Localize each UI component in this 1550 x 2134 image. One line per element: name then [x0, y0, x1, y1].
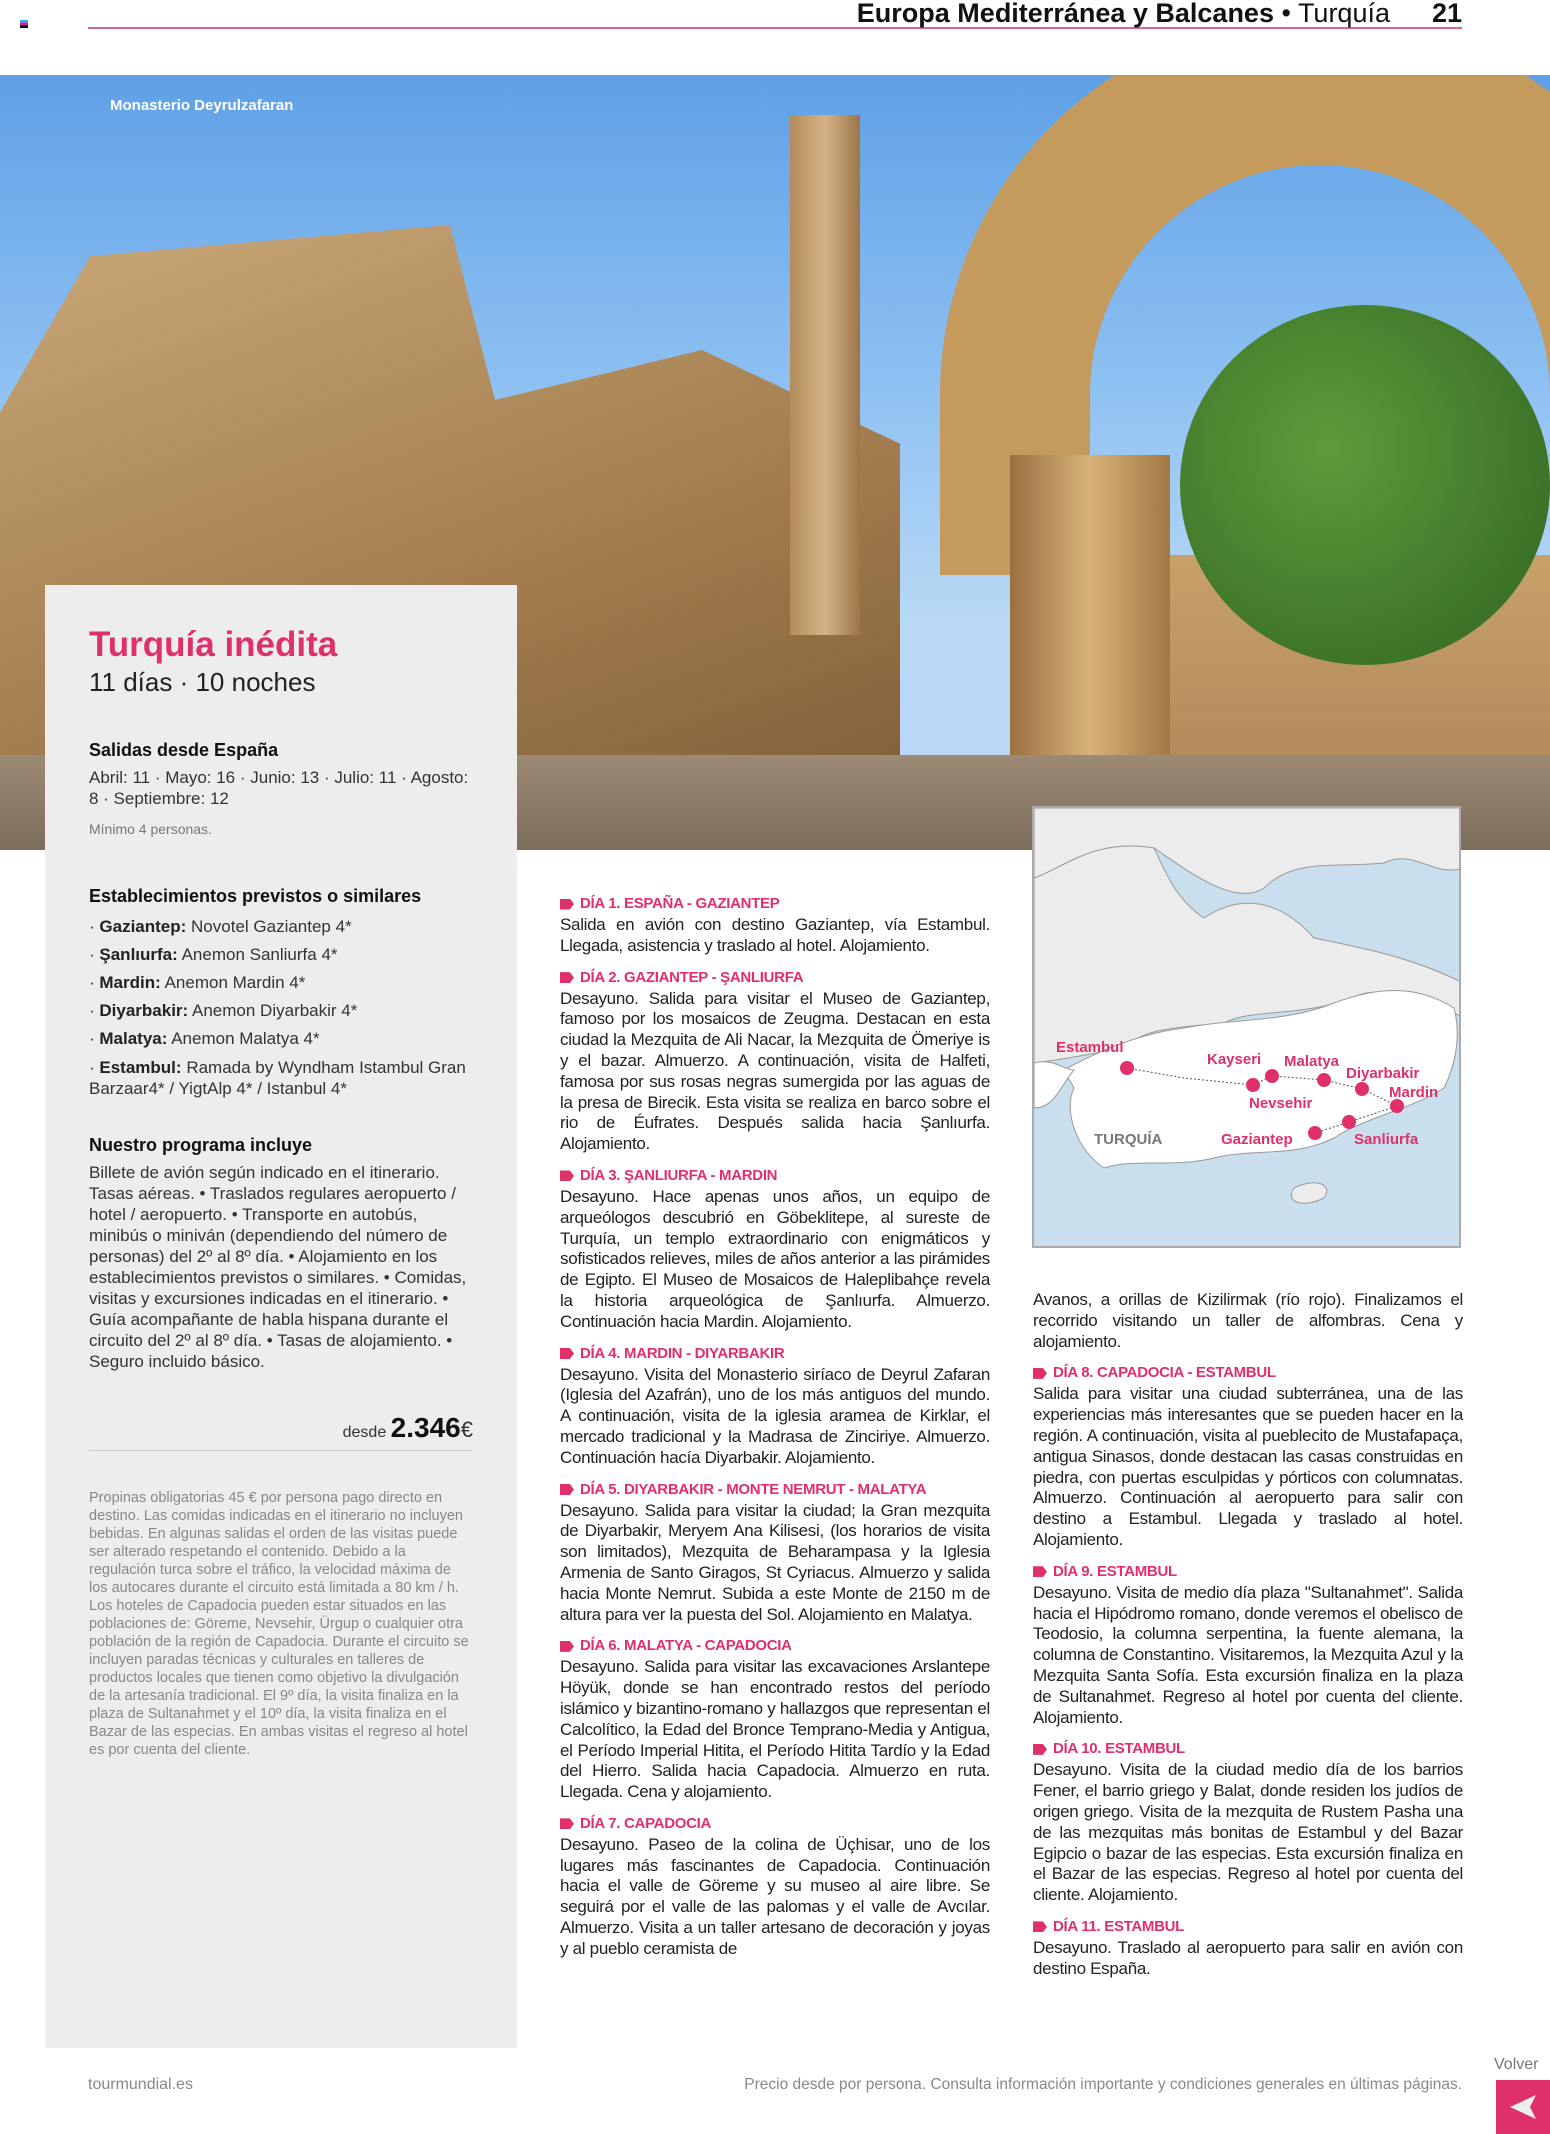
hotel-item: · Mardin: Anemon Mardin 4*	[89, 973, 306, 992]
flag-icon	[560, 1818, 574, 1829]
day-title: DÍA 2. GAZIANTEP - ŞANLIURFA	[580, 968, 804, 986]
map-label-kayseri: Kayseri	[1207, 1051, 1262, 1068]
day-text: Desayuno. Paseo de la colina de Üçhisar, uno de los lugares más fascinantes de Capadocia. Continuación hacia el valle de Göreme y su museo al aire libre. Se seguirá por el valle de las palomas y el valle de Avcılar. Almuerzo. Visita a un taller artesano de decoración y joyas y al pueblo ceramista de	[560, 1834, 990, 1958]
hotel-city: Malatya:	[99, 1029, 168, 1048]
itinerary-day	[560, 1635, 990, 1803]
site-link[interactable]: tourmundial.es	[88, 2076, 193, 2093]
back-label: Volver	[1494, 2056, 1539, 2073]
itinerary-day	[560, 1479, 990, 1626]
route-map	[1032, 806, 1461, 1248]
day-heading	[1033, 1916, 1463, 1938]
itinerary-day	[1033, 1290, 1463, 1352]
flag-icon	[1033, 1368, 1047, 1379]
flag-icon	[560, 899, 574, 910]
itinerary-day	[1033, 1738, 1463, 1906]
hotel-city: Diyarbakir:	[99, 1001, 189, 1020]
day-heading	[560, 1343, 990, 1365]
price-disclaimer: Precio desde por persona. Consulta información importante y condiciones generales en últimas páginas.	[744, 2076, 1462, 2093]
day-text: Desayuno. Salida para visitar las excavaciones Arslantepe Höyük, donde se han encontrado restos del período islámico y bizantino-romano y hallazgos que representan el Calcolítico, la Edad del Bronce Temprano-Media y Antigua, el Período Imperial Hitita, el Período Hitita Tardío y la Edad del Hierro. Salida hacia Capadocia. Almuerzo en ruta. Llegada. Cena y alojamiento.	[560, 1657, 990, 1802]
itinerary-day	[1033, 1561, 1463, 1729]
map-label-mardin: Mardin	[1389, 1084, 1439, 1101]
day-heading	[560, 1813, 990, 1835]
notes: Propinas obligatorias 45 € por persona pago directo en destino. Las comidas indicadas en el itinerario no incluyen bebidas. En algunas salidas el orden de las visitas puede ser alterado respetando el contenido. Debido a la regulación turca sobre el tráfico, la velocidad máxima de los autocares durante el circuito está limitada a 80 km / h. Los hoteles de Capadocia pueden estar situados en las poblaciones de: Göreme, Nevsehir, Ürgup o cualquier otra población de la región de Capadocia. Durante el circuito se incluyen paradas técnicas y culturales en talleres de productos locales que tienen como objetivo la divulgación de la artesanía tradicional. El 9º día, la visita finaliza en la plaza de Sultanahmet y el 10º día, la visita finaliza en el Bazar de las especias. En ambas visitas el regreso al hotel es por cuenta del cliente.	[89, 1490, 469, 1758]
day-text: Desayuno. Visita de la ciudad medio día de los barrios Fener, el barrio griego y Balat, donde residen los judíos de origen griego. Visita de la mezquita de Rustem Pasha una de las mezquitas más bonitas de Estambul y del Bazar Egipcio o bazar de las especias. Esta excursión finaliza en el Bazar de las especias. Regreso al hotel por cuenta del cliente. Alojamiento.	[1033, 1760, 1463, 1905]
flag-icon	[560, 1641, 574, 1652]
hotel-city: Mardin:	[99, 973, 161, 992]
day-text: Salida en avión con destino Gaziantep, vía Estambul. Llegada, asistencia y traslado al hotel. Alojamiento.	[560, 915, 990, 955]
day-title: DÍA 11. ESTAMBUL	[1053, 1917, 1185, 1935]
map-label-estambul: Estambul	[1056, 1039, 1124, 1056]
itinerary-day	[560, 1343, 990, 1469]
hotel-name: Ramada by Wyndham Istambul Gran Barzaar4* / YigtAlp 4* / Istanbul 4*	[89, 1058, 466, 1098]
hotel-name: Novotel Gaziantep 4*	[191, 917, 352, 936]
hotel-name: Anemon Mardin 4*	[164, 973, 306, 992]
flag-icon	[1033, 1921, 1047, 1932]
itinerary-day	[560, 1165, 990, 1333]
hotel-item: · Gaziantep: Novotel Gaziantep 4*	[89, 917, 352, 936]
day-title: DÍA 8. CAPADOCIA - ESTAMBUL	[1053, 1364, 1276, 1382]
day-heading	[560, 1165, 990, 1187]
itinerary-day	[560, 1813, 990, 1960]
hotel-city: Estambul:	[99, 1058, 182, 1077]
includes-text: Billete de avión según indicado en el itinerario. Tasas aéreas. • Traslados regulares aeropuerto / hotel / aeropuerto. • Transporte en autobús, minibús o miniván (dependiendo del número de personas) del 2º al 8º día. • Alojamiento en los establecimientos previstos o similares. • Comidas, visitas y excursiones indicadas en el itinerario. • Guía acompañante de habla hispana durante el circuito del 2º al 8º día. • Tasas de alojamiento. • Seguro incluido básico.	[89, 1163, 467, 1371]
hotel-city: Gaziantep:	[99, 917, 187, 936]
price-currency: €	[460, 1417, 473, 1442]
day-heading	[560, 893, 990, 915]
day-text: Desayuno. Traslado al aeropuerto para salir en avión con destino España.	[1033, 1937, 1463, 1978]
hotel-item: · Malatya: Anemon Malatya 4*	[89, 1029, 320, 1048]
section-name: Europa Mediterránea y Balcanes	[856, 0, 1274, 28]
hotels-heading: Establecimientos previstos o similares	[89, 886, 422, 906]
page-number: 21	[1431, 0, 1462, 28]
day-title: DÍA 7. CAPADOCIA	[580, 1814, 712, 1832]
hotel-city: Şanlıurfa:	[99, 945, 178, 964]
flag-icon	[1033, 1566, 1047, 1577]
back-button[interactable]	[1496, 2080, 1550, 2134]
day-title: DÍA 10. ESTAMBUL	[1053, 1740, 1185, 1758]
minimum-people: Mínimo 4 personas.	[89, 821, 212, 837]
flag-icon	[560, 1170, 574, 1181]
itinerary-day	[1033, 1362, 1463, 1550]
hotel-item: · Şanlıurfa: Anemon Sanliurfa 4*	[89, 945, 338, 964]
day-heading	[1033, 1362, 1463, 1384]
day-text: Avanos, a orillas de Kizilirmak (río rojo). Finalizamos el recorrido visitando un taller de alfombras. Cena y alojamiento.	[1033, 1290, 1463, 1351]
map-label-nevsehir: Nevsehir	[1249, 1095, 1313, 1112]
hotels-list	[89, 913, 473, 1099]
hotel-name: Anemon Sanliurfa 4*	[181, 945, 338, 964]
day-text: Salida para visitar una ciudad subterránea, una de las experiencias más interesantes que se pueden hacer en la región. A continuación, visita al pueblecito de Mustafapaça, antigua Sinasos, donde destacan las casas construidas en piedra, con puertas esculpidas y pórticos con columnatas. Almuerzo. Continuación al aeropuerto para salir con destino a Estambul. Llegada y traslado al hotel. Alojamiento.	[1033, 1384, 1463, 1549]
day-heading	[1033, 1561, 1463, 1583]
header-title: Europa Mediterránea y Balcanes • Turquía	[856, 0, 1390, 28]
day-title: DÍA 1. ESPAÑA - GAZIANTEP	[580, 895, 780, 912]
itinerary-day	[560, 967, 990, 1155]
hotel-item: · Estambul: Ramada by Wyndham Istambul Gran Barzaar4* / YigtAlp 4* / Istanbul 4*	[89, 1058, 466, 1098]
itinerary-day	[560, 893, 990, 957]
photo-caption: Monasterio Deyrulzafaran	[110, 97, 294, 114]
day-title: DÍA 4. MARDIN - DIYARBAKIR	[580, 1344, 785, 1362]
tour-title: Turquía inédita	[89, 625, 338, 664]
itinerary-column-1	[560, 893, 990, 1970]
price-value: 2.346	[390, 1412, 461, 1443]
back-arrow-icon	[1508, 2092, 1538, 2122]
flag-icon	[560, 972, 574, 983]
map-label-diyarbakir: Diyarbakir	[1346, 1065, 1420, 1082]
map-label-malatya: Malatya	[1284, 1053, 1340, 1070]
itinerary-day	[1033, 1916, 1463, 1980]
day-heading	[1033, 1738, 1463, 1760]
includes-heading: Nuestro programa incluye	[89, 1135, 313, 1155]
hotel-name: Anemon Diyarbakir 4*	[192, 1001, 358, 1020]
day-title: DÍA 5. DIYARBAKIR - MONTE NEMRUT - MALATYA	[580, 1480, 927, 1498]
day-text: Desayuno. Visita del Monasterio siríaco de Deyrul Zafaran (Iglesia del Azafrán), uno de los más antiguos del mundo. A continuación, visita de la iglesia aramea de Kirklar, el mercado tradicional y la Madrasa de Zinciriye. Almuerzo. Continuación hacía Diyarbakir. Alojamiento.	[560, 1364, 990, 1467]
day-text: Desayuno. Salida para visitar la ciudad; la Gran mezquita de Diyarbakir, Meryem Ana Kilisesi, (los horarios de visita son limitados), Mezquita de Beharampasa y la Iglesia Armenia de Santo Giragos, St Cyriacus. Almuerzo y salida hacia Monte Nemrut. Subida a este Monte de 2150 m de altura para ver la puesta del Sol. Alojamiento en Malatya.	[560, 1500, 990, 1624]
map-label-country: TURQUÍA	[1094, 1131, 1163, 1148]
tour-duration: 11 días · 10 noches	[89, 667, 316, 697]
day-heading	[560, 1635, 990, 1657]
price	[89, 1412, 473, 1451]
day-title: DÍA 6. MALATYA - CAPADOCIA	[580, 1637, 792, 1655]
map-label-sanliurfa: Sanliurfa	[1354, 1131, 1419, 1148]
country-name: Turquía	[1297, 0, 1390, 28]
day-text: Desayuno. Hace apenas unos años, un equipo de arqueólogos descubrió en Göbeklitepe, al sureste de Turquía, un templo extraordinario con enigmáticos y sofisticados relieves, miles de años anterior a las pirámides de Egipto. El Museo de Mosaicos de Haleplibahçe revela la historia arqueológica de Şanlıurfa. Almuerzo. Continuación hacia Mardin. Alojamiento.	[560, 1186, 990, 1331]
price-prefix: desde	[342, 1424, 387, 1441]
day-text: Desayuno. Salida para visitar el Museo de Gaziantep, famoso por los mosaicos de Zeugma. Destacan en esta ciudad la Mezquita de Ali Nacar, la Mezquita de Ömeriye is y el bazar. Almuerzo. A continuación, visita de Halfeti, famosa por sus rosas negras sumergida por las aguas de la presa de Birecik. Esta visita se realiza en barco sobre el rio de Éufrates. Después salida hacia Şanlıurfa. Alojamiento.	[560, 988, 990, 1154]
hotel-item: · Diyarbakir: Anemon Diyarbakir 4*	[89, 1001, 358, 1020]
day-heading	[560, 967, 990, 989]
logo	[20, 20, 28, 28]
itinerary-column-2	[1033, 1290, 1463, 1990]
tour-summary-panel	[45, 585, 517, 2048]
departures: Abril: 11 · Mayo: 16 · Junio: 13 · Julio: 11 · Agosto: 8 · Septiembre: 12	[89, 768, 469, 808]
departures-heading: Salidas desde España	[89, 740, 279, 760]
flag-icon	[1033, 1744, 1047, 1755]
map-label-gaziantep: Gaziantep	[1221, 1131, 1293, 1148]
day-text: Desayuno. Visita de medio día plaza "Sultanahmet". Salida hacia el Hipódromo romano, donde veremos el obelisco de Teodosio, la columna serpentina, la fuente alemana, la columna de Constantino. Visitaremos, la Mezquita Azul y la Mezquita Santa Sofía. Esta excursión finaliza en la plaza de Sultanahmet. Regreso al hotel por cuenta del cliente. Alojamiento.	[1033, 1582, 1463, 1727]
day-title: DÍA 9. ESTAMBUL	[1053, 1562, 1177, 1580]
hotel-name: Anemon Malatya 4*	[171, 1029, 320, 1048]
day-title: DÍA 3. ŞANLIURFA - MARDIN	[580, 1166, 778, 1184]
day-heading	[560, 1479, 990, 1501]
flag-icon	[560, 1484, 574, 1495]
flag-icon	[560, 1348, 574, 1359]
